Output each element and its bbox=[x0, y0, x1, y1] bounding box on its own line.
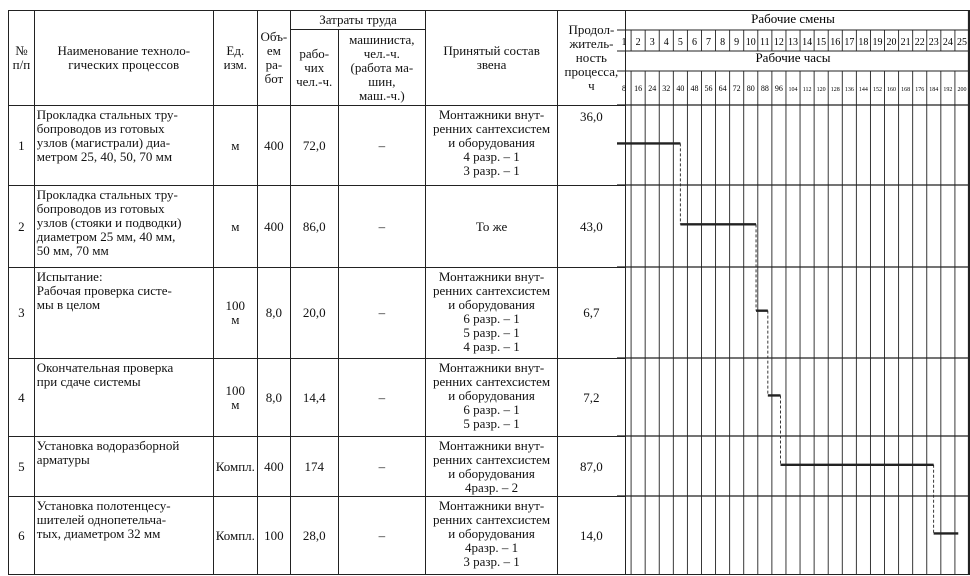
hour-label: 88 bbox=[760, 84, 769, 93]
shift-label: 11 bbox=[760, 37, 770, 48]
row-name: Прокладка стальных тру- бопроводов из готовых узлов (стояки и подводки) диаметром 25 мм, 40 мм, 50 мм, 70 мм bbox=[34, 186, 213, 268]
row-machinist: – bbox=[338, 186, 426, 268]
row-name: Испытание: Рабочая проверка систе- мы в целом bbox=[34, 268, 213, 359]
hour-label: 80 bbox=[746, 84, 755, 93]
row-machinist: – bbox=[338, 359, 426, 437]
hour-label: 112 bbox=[802, 87, 812, 93]
row-unit: м bbox=[213, 186, 257, 268]
row-unit: Компл. bbox=[213, 437, 257, 497]
shift-label: 2 bbox=[635, 37, 641, 48]
hour-label: 40 bbox=[676, 84, 685, 93]
row-no: 3 bbox=[9, 268, 35, 359]
header-workers: рабо- чих чел.-ч. bbox=[290, 30, 338, 106]
hour-label: 168 bbox=[901, 87, 911, 93]
row-workers: 28,0 bbox=[290, 497, 338, 575]
hour-label: 152 bbox=[872, 87, 882, 93]
shift-label: 18 bbox=[858, 37, 869, 48]
hour-label: 128 bbox=[830, 87, 840, 93]
row-team: Монтажники внут- ренних сантехсистем и оборудования 4разр. – 1 3 разр. – 1 bbox=[426, 497, 558, 575]
row-team: То же bbox=[426, 186, 558, 268]
shift-label: 6 bbox=[691, 37, 697, 48]
shift-label: 22 bbox=[914, 37, 925, 48]
row-team: Монтажники внут- ренних сантехсистем и оборудования 4разр. – 2 bbox=[426, 437, 558, 497]
row-name: Установка водоразборной арматуры bbox=[34, 437, 213, 497]
hour-label: 104 bbox=[788, 87, 798, 93]
row-machinist: – bbox=[338, 497, 426, 575]
shift-label: 23 bbox=[928, 37, 939, 48]
row-team: Монтажники внут- ренних сантехсистем и оборудования 4 разр. – 1 3 разр. – 1 bbox=[426, 106, 558, 186]
header-name: Наименование техноло- гических процессов bbox=[34, 11, 213, 106]
shift-label: 12 bbox=[773, 37, 784, 48]
hour-label: 56 bbox=[704, 84, 713, 93]
shift-label: 24 bbox=[942, 37, 953, 48]
hour-label: 160 bbox=[887, 87, 897, 93]
shift-label: 9 bbox=[734, 37, 740, 48]
shift-label: 17 bbox=[844, 37, 855, 48]
shift-label: 10 bbox=[745, 37, 756, 48]
row-no: 1 bbox=[9, 106, 35, 186]
row-no: 4 bbox=[9, 359, 35, 437]
row-machinist: – bbox=[338, 106, 426, 186]
shift-label: 16 bbox=[830, 37, 841, 48]
hour-label: 192 bbox=[943, 87, 953, 93]
row-name: Установка полотенцесу- шителей однопетельча- тых, диаметром 32 мм bbox=[34, 497, 213, 575]
row-duration: 36,0 bbox=[558, 106, 626, 186]
hour-label: 184 bbox=[929, 87, 939, 93]
row-unit: 100 м bbox=[213, 268, 257, 359]
row-duration: 7,2 bbox=[558, 359, 626, 437]
hours-title: Рабочие часы bbox=[755, 50, 831, 65]
row-unit: 100 м bbox=[213, 359, 257, 437]
row-volume: 8,0 bbox=[257, 359, 290, 437]
row-team: Монтажники внут- ренних сантехсистем и оборудования 6 разр. – 1 5 разр. – 1 4 разр. – 1 bbox=[426, 268, 558, 359]
header-team: Принятый состав звена bbox=[426, 11, 558, 106]
shift-label: 3 bbox=[649, 37, 655, 48]
hour-label: 144 bbox=[858, 87, 868, 93]
shift-label: 1 bbox=[621, 37, 627, 48]
row-workers: 174 bbox=[290, 437, 338, 497]
hour-label: 16 bbox=[634, 84, 643, 93]
row-name: Окончательная проверка при сдаче системы bbox=[34, 359, 213, 437]
shift-label: 5 bbox=[677, 37, 683, 48]
row-no: 2 bbox=[9, 186, 35, 268]
hour-label: 48 bbox=[690, 84, 699, 93]
row-volume: 100 bbox=[257, 497, 290, 575]
header-unit: Ед. изм. bbox=[213, 11, 257, 106]
hour-label: 200 bbox=[957, 87, 967, 93]
row-unit: м bbox=[213, 106, 257, 186]
shift-label: 7 bbox=[706, 37, 712, 48]
row-team: Монтажники внут- ренних сантехсистем и оборудования 6 разр. – 1 5 разр. – 1 bbox=[426, 359, 558, 437]
header-no: № п/п bbox=[9, 11, 35, 106]
header-machinist: машиниста, чел.-ч. (работа ма- шин, маш.-ч.) bbox=[338, 30, 426, 106]
hour-label: 96 bbox=[774, 84, 783, 93]
shift-label: 15 bbox=[816, 37, 827, 48]
row-duration: 87,0 bbox=[558, 437, 626, 497]
shift-label: 13 bbox=[788, 37, 798, 48]
header-volume: Объ- ем ра- бот bbox=[257, 11, 290, 106]
row-duration: 43,0 bbox=[558, 186, 626, 268]
hour-label: 8 bbox=[622, 84, 627, 93]
row-machinist: – bbox=[338, 268, 426, 359]
hour-label: 136 bbox=[844, 87, 854, 93]
row-volume: 400 bbox=[257, 186, 290, 268]
hour-label: 120 bbox=[816, 87, 826, 93]
row-volume: 8,0 bbox=[257, 268, 290, 359]
row-workers: 72,0 bbox=[290, 106, 338, 186]
row-volume: 400 bbox=[257, 106, 290, 186]
row-unit: Компл. bbox=[213, 497, 257, 575]
row-no: 6 bbox=[9, 497, 35, 575]
shift-label: 14 bbox=[802, 37, 813, 48]
header-duration: Продол- житель- ность процесса, ч bbox=[558, 11, 626, 106]
gantt-grid bbox=[617, 10, 969, 574]
shift-label: 25 bbox=[956, 37, 967, 48]
row-volume: 400 bbox=[257, 437, 290, 497]
hour-label: 72 bbox=[732, 84, 741, 93]
hour-label: 32 bbox=[662, 84, 671, 93]
row-machinist: – bbox=[338, 437, 426, 497]
shift-label: 8 bbox=[720, 37, 726, 48]
row-no: 5 bbox=[9, 437, 35, 497]
shift-label: 20 bbox=[886, 37, 897, 48]
header-labor-costs: Затраты труда bbox=[290, 11, 425, 30]
row-workers: 86,0 bbox=[290, 186, 338, 268]
hour-label: 24 bbox=[648, 84, 657, 93]
row-workers: 14,4 bbox=[290, 359, 338, 437]
hour-label: 176 bbox=[915, 87, 925, 93]
row-name: Прокладка стальных тру- бопроводов из готовых узлов (магистрали) диа- метром 25, 40, 50, 70 мм bbox=[34, 106, 213, 186]
shifts-title: Рабочие смены bbox=[751, 11, 835, 26]
row-duration: 14,0 bbox=[558, 497, 626, 575]
shift-label: 19 bbox=[872, 37, 883, 48]
gantt-bars bbox=[617, 143, 958, 533]
row-workers: 20,0 bbox=[290, 268, 338, 359]
gantt-chart bbox=[617, 10, 969, 574]
shift-label: 4 bbox=[663, 37, 669, 48]
hour-label: 64 bbox=[718, 84, 727, 93]
shift-label: 21 bbox=[900, 37, 911, 48]
row-duration: 6,7 bbox=[558, 268, 626, 359]
